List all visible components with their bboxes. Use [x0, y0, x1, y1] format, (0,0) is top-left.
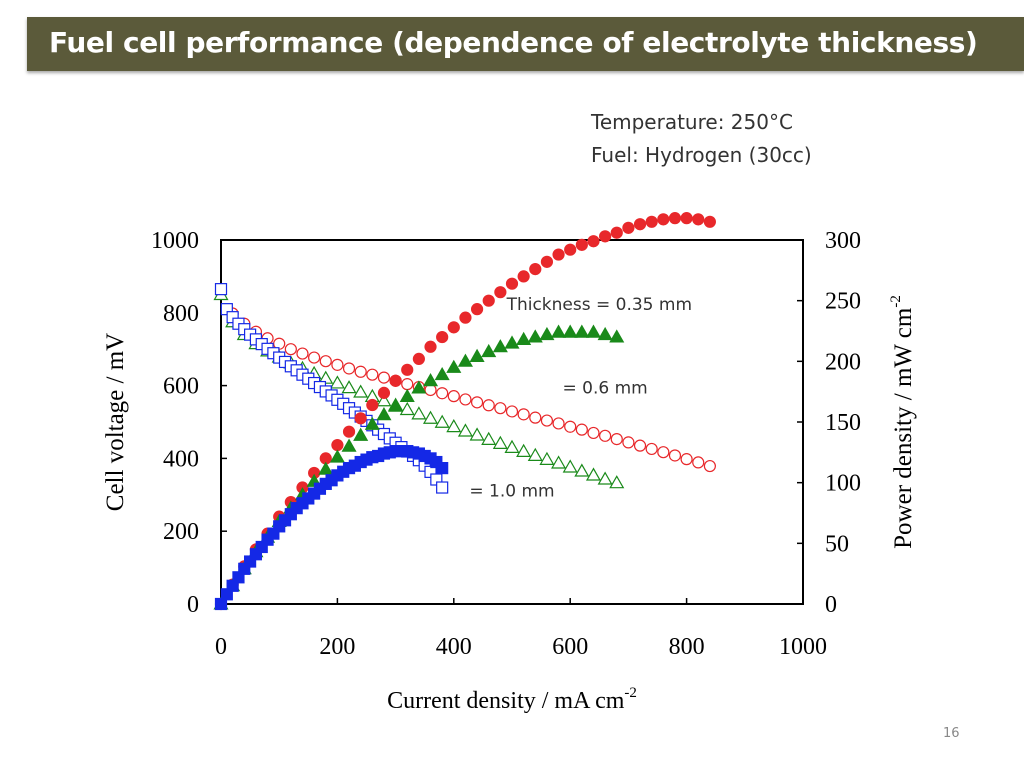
voltage-point-triangle [599, 473, 612, 484]
y-left-tick-label: 600 [163, 373, 199, 400]
voltage-point-circle [576, 424, 587, 435]
power-point-circle [600, 231, 611, 242]
x-axis-label: Current density / mA $cm^{-2}$ [387, 685, 637, 714]
slide-title: Fuel cell performance (dependence of electrolyte thickness) [49, 26, 978, 59]
power-point-circle [472, 304, 483, 315]
series-0p35mm-power [216, 213, 716, 610]
x-tick-label: 200 [319, 634, 356, 660]
voltage-point-circle [541, 415, 552, 426]
power-point-circle [332, 440, 343, 451]
power-point-triangle [436, 368, 449, 379]
power-point-circle [693, 214, 704, 225]
x-tick-label: 0 [215, 634, 227, 660]
voltage-point-triangle [587, 469, 600, 480]
power-point-triangle [599, 328, 612, 339]
power-point-triangle [494, 340, 507, 351]
y-axis-left-label: Cell voltage / mV [102, 332, 129, 512]
voltage-point-triangle [459, 425, 472, 436]
power-point-circle [541, 256, 552, 267]
power-point-circle [437, 332, 448, 343]
power-point-circle [658, 214, 669, 225]
voltage-point-circle [483, 400, 494, 411]
power-point-circle [483, 295, 494, 306]
x-tick-label: 600 [552, 634, 589, 660]
voltage-point-circle [681, 454, 692, 465]
power-point-circle [460, 312, 471, 323]
power-point-triangle [331, 451, 344, 462]
voltage-point-triangle [412, 407, 425, 418]
power-point-circle [530, 264, 541, 275]
voltage-point-circle [355, 366, 366, 377]
voltage-point-circle [402, 379, 413, 390]
voltage-point-circle [553, 418, 564, 429]
power-point-circle [576, 239, 587, 250]
power-point-triangle [517, 333, 530, 344]
voltage-point-triangle [401, 403, 414, 414]
voltage-point-triangle [424, 412, 437, 423]
x-tick-label: 800 [668, 634, 705, 660]
voltage-point-circle [472, 397, 483, 408]
voltage-point-circle [332, 359, 343, 370]
power-point-circle [495, 287, 506, 298]
series-annotation: = 1.0 mm [469, 481, 555, 502]
voltage-point-circle [495, 403, 506, 414]
voltage-point-circle [623, 437, 634, 448]
x-tick-label: 1000 [779, 634, 827, 660]
power-point-square [437, 463, 448, 474]
y-right-tick-label: 300 [825, 228, 861, 254]
power-point-triangle [610, 331, 623, 342]
power-point-circle [553, 249, 564, 260]
voltage-point-circle [367, 369, 378, 380]
voltage-point-circle [285, 344, 296, 355]
power-point-circle [588, 236, 599, 247]
power-point-circle [402, 364, 413, 375]
voltage-point-circle [460, 394, 471, 405]
y-right-tick-label: 200 [825, 349, 861, 376]
voltage-point-circle [588, 427, 599, 438]
power-point-triangle [575, 326, 588, 337]
voltage-point-triangle [610, 476, 623, 487]
voltage-point-triangle [343, 381, 356, 392]
voltage-point-circle [437, 388, 448, 399]
voltage-point-triangle [575, 465, 588, 476]
voltage-point-triangle [436, 416, 449, 427]
fuel-label: Fuel: Hydrogen (30cc) [591, 143, 812, 167]
voltage-point-circle [646, 443, 657, 454]
voltage-point-triangle [552, 457, 565, 468]
y-left-tick-label: 200 [163, 519, 199, 546]
voltage-point-triangle [482, 433, 495, 444]
power-point-triangle [343, 440, 356, 451]
voltage-point-circle [507, 406, 518, 417]
power-point-triangle [552, 326, 565, 337]
power-point-circle [518, 271, 529, 282]
power-point-circle [378, 387, 389, 398]
power-point-circle [635, 219, 646, 230]
voltage-point-circle [378, 372, 389, 383]
power-point-triangle [319, 463, 332, 474]
voltage-point-circle [635, 440, 646, 451]
voltage-point-circle [344, 363, 355, 374]
temperature-label: Temperature: 250°C [591, 110, 793, 134]
voltage-point-triangle [564, 461, 577, 472]
power-point-triangle [506, 337, 519, 348]
voltage-point-triangle [471, 429, 484, 440]
power-point-circle [623, 222, 634, 233]
voltage-point-triangle [540, 453, 553, 464]
voltage-point-circle [600, 430, 611, 441]
power-point-circle [611, 227, 622, 238]
voltage-point-circle [693, 457, 704, 468]
voltage-point-circle [704, 461, 715, 472]
voltage-point-circle [611, 434, 622, 445]
voltage-point-triangle [331, 377, 344, 388]
voltage-point-square [216, 284, 227, 295]
voltage-point-circle [448, 391, 459, 402]
voltage-point-triangle [354, 386, 367, 397]
y-right-tick-label: 150 [825, 410, 861, 436]
x-tick-label: 400 [435, 634, 472, 660]
voltage-point-circle [309, 352, 320, 363]
power-point-triangle [354, 429, 367, 440]
series-1p0mm-power [216, 446, 448, 610]
voltage-point-triangle [447, 420, 460, 431]
power-point-circle [355, 413, 366, 424]
page-number: 16 [943, 726, 960, 741]
voltage-point-circle [565, 421, 576, 432]
voltage-point-circle [530, 412, 541, 423]
power-point-triangle [482, 345, 495, 356]
voltage-point-triangle [506, 441, 519, 452]
power-point-triangle [540, 328, 553, 339]
voltage-point-triangle [517, 445, 530, 456]
power-point-circle [425, 341, 436, 352]
power-point-circle [507, 278, 518, 289]
power-point-circle [565, 244, 576, 255]
voltage-point-square [437, 482, 448, 493]
power-point-triangle [401, 390, 414, 401]
y-right-tick-label: 0 [825, 592, 837, 618]
power-point-circle [344, 426, 355, 437]
voltage-point-circle [320, 356, 331, 367]
power-point-circle [704, 216, 715, 227]
y-right-tick-label: 250 [825, 288, 861, 315]
power-point-circle [390, 375, 401, 386]
power-point-circle [681, 213, 692, 224]
y-left-tick-label: 800 [163, 300, 199, 327]
voltage-point-circle [297, 348, 308, 359]
power-point-triangle [377, 408, 390, 419]
power-point-triangle [529, 331, 542, 342]
voltage-point-circle [518, 409, 529, 420]
series-layer [215, 213, 716, 610]
power-point-triangle [587, 326, 600, 337]
y-left-tick-label: 1000 [151, 228, 199, 254]
y-axis-right-label: Power density / mW $cm^{-2}$ [888, 295, 917, 549]
power-point-triangle [459, 355, 472, 366]
y-right-tick-label: 100 [825, 470, 861, 497]
voltage-point-triangle [494, 437, 507, 448]
series-annotation: = 0.6 mm [562, 378, 648, 399]
y-left-tick-label: 0 [187, 592, 199, 618]
power-point-circle [646, 216, 657, 227]
voltage-point-circle [658, 447, 669, 458]
power-point-circle [448, 322, 459, 333]
voltage-point-triangle [529, 449, 542, 460]
y-right-tick-label: 50 [825, 531, 849, 558]
y-left-tick-label: 400 [163, 446, 199, 473]
voltage-point-circle [669, 450, 680, 461]
series-annotation: Thickness = 0.35 mm [506, 294, 693, 315]
power-point-triangle [471, 350, 484, 361]
power-point-circle [367, 400, 378, 411]
power-point-triangle [564, 326, 577, 337]
power-point-circle [413, 353, 424, 364]
power-point-circle [669, 213, 680, 224]
